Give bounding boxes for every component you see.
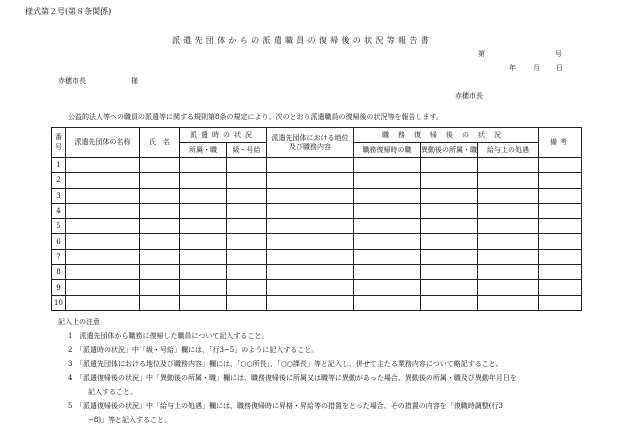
row-number: 6 — [52, 234, 66, 249]
header-name: 氏 名 — [140, 128, 180, 158]
form-label: 様式第２号(第８条関係) — [25, 7, 112, 16]
table-row — [52, 203, 582, 218]
note-item: 2 「派遣時の状況」中「級・号給」欄には、「行3−5」のように記入すること。 — [68, 346, 319, 354]
table-row — [52, 295, 582, 310]
table-row — [52, 188, 582, 203]
note-item: 5 「派遣復帰後の状況」中「給与上の処遇」欄には、職務復帰時に昇格・昇給等の措置をとった場合、その措置の内容を「復職時調整(行3 — [68, 402, 503, 410]
note-item-continuation: −8)」等と記入すること。 — [88, 416, 172, 424]
header-no: 番号 — [52, 128, 66, 158]
row-number: 1 — [52, 158, 66, 173]
header-remarks: 備考 — [539, 128, 582, 158]
notes-section — [58, 315, 598, 427]
number-prefix: 第 — [478, 50, 485, 58]
table-row — [52, 280, 582, 295]
report-table — [51, 127, 582, 311]
date-month: 月 — [533, 64, 540, 72]
row-number: 7 — [52, 249, 66, 264]
row-number: 10 — [52, 295, 66, 310]
note-item: 4 「派遣復帰後の状況」中「異動後の所属・職」欄には、職務復帰後に所属又は職等に異動があった場合、異動後の所属・職及び異動年月日を — [68, 374, 517, 382]
table-row — [52, 173, 582, 188]
header-dispatch-grade: 級・号給 — [227, 143, 267, 158]
row-number: 4 — [52, 203, 66, 218]
header-position-duties: 派遣先団体における地位及び職務内容 — [267, 128, 354, 158]
notes-heading: 記入上の注意 — [58, 318, 100, 326]
header-org-name: 派遣先団体の名称 — [66, 128, 140, 158]
row-number: 5 — [52, 219, 66, 234]
header-return-post: 職務復帰時の職 — [354, 143, 421, 158]
intro-text: 公益的法人等への職員の派遣等に関する規則第8条の規定により、次のとおり派遣職員の復帰後の状況等を報告します。 — [68, 113, 443, 121]
note-item-continuation: 記入すること。 — [88, 388, 137, 396]
header-dispatch-dept: 所属・職 — [180, 143, 227, 158]
header-salary-treatment: 給与上の処遇 — [478, 143, 539, 158]
row-number: 9 — [52, 280, 66, 295]
addressee-name: 赤穂市長 — [58, 77, 86, 85]
document-title: 派遣先団体からの派遣職員の復帰後の状況等報告書 — [172, 36, 432, 45]
table-row — [52, 219, 582, 234]
header-dispatch-status: 派遣時の状況 — [180, 128, 267, 143]
date-day: 日 — [556, 64, 563, 72]
table-row — [52, 265, 582, 280]
sender-name: 赤穂市長 — [455, 92, 483, 100]
date-year: 年 — [509, 64, 516, 72]
table-row — [52, 234, 582, 249]
note-item: 1 派遣先団体から職務に復帰した職員について記入すること。 — [68, 332, 269, 340]
table-row — [52, 249, 582, 264]
header-after-change: 異動後の所属・職 — [421, 143, 478, 158]
row-number: 3 — [52, 188, 66, 203]
number-suffix: 号 — [555, 50, 562, 58]
note-item: 3 「派遣先団体における地位及び職務内容」欄には、「○○所長」、「○○課長」等と記入し、併せて主たる業務内容について略記すること。 — [68, 360, 503, 368]
table-row — [52, 158, 582, 173]
row-number: 2 — [52, 173, 66, 188]
row-number: 8 — [52, 265, 66, 280]
addressee-honorific: 様 — [131, 77, 138, 85]
header-return-status: 職務復帰後の状況 — [354, 128, 539, 143]
